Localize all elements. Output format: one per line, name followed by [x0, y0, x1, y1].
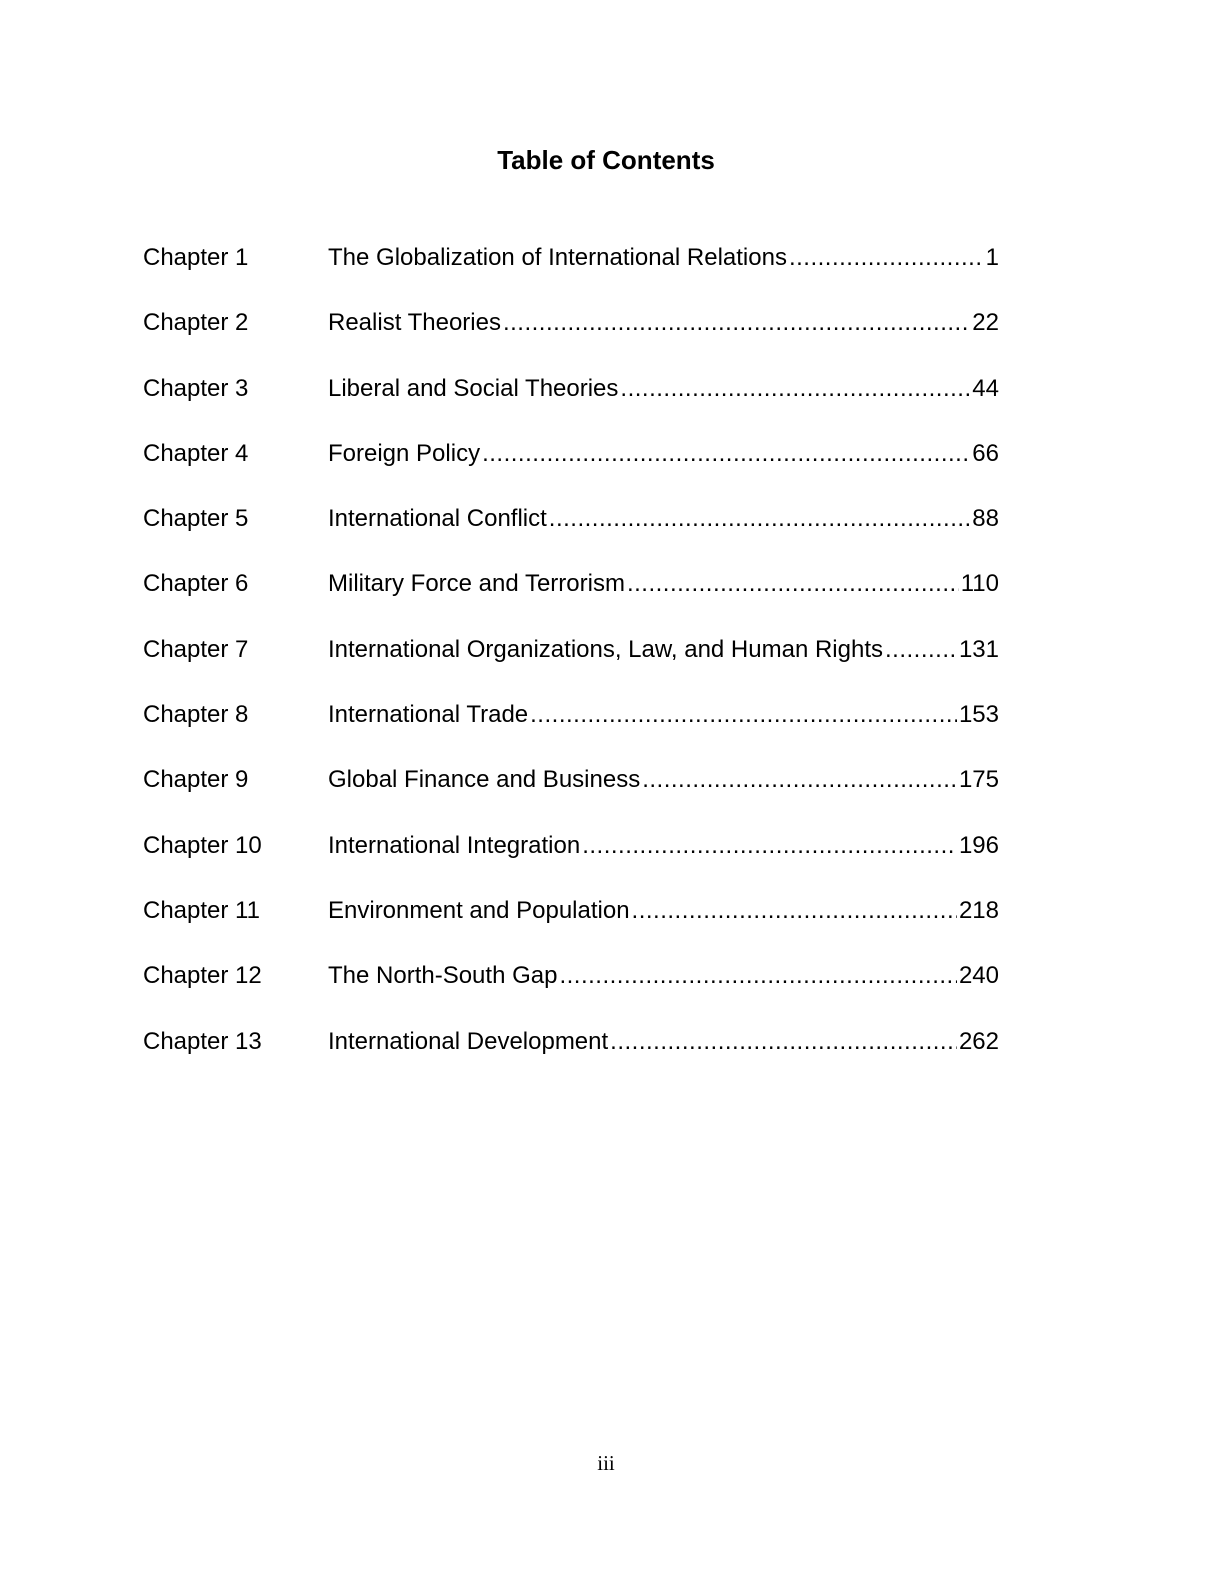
toc-page-number[interactable]: 218 — [958, 896, 999, 924]
toc-entry — [328, 632, 999, 668]
toc-page-number[interactable]: 88 — [972, 505, 999, 533]
toc-entry — [328, 305, 999, 341]
toc-entry-title[interactable]: International Conflict — [328, 505, 547, 533]
toc-page-number[interactable]: 262 — [958, 1027, 999, 1055]
toc-chapter-label: Chapter 11 — [143, 896, 260, 924]
toc-row[interactable] — [143, 305, 999, 370]
toc-chapter-label: Chapter 3 — [143, 374, 249, 402]
toc-row[interactable] — [143, 697, 999, 762]
toc-page-number[interactable]: 44 — [972, 374, 999, 402]
toc-chapter-label: Chapter 2 — [143, 309, 249, 337]
toc-entry — [328, 958, 999, 994]
toc-entry — [328, 501, 999, 537]
dot-leader — [530, 697, 957, 733]
toc-entry — [328, 893, 999, 929]
toc-chapter-label: Chapter 8 — [143, 701, 249, 729]
toc-chapter-label: Chapter 6 — [143, 570, 249, 598]
toc-entry — [328, 240, 999, 276]
toc-list — [143, 240, 999, 1089]
toc-row[interactable] — [143, 566, 999, 631]
toc-row[interactable] — [143, 632, 999, 697]
toc-entry-title[interactable]: The North-South Gap — [328, 962, 558, 990]
toc-entry — [328, 436, 999, 472]
toc-row[interactable] — [143, 828, 999, 893]
dot-leader — [610, 1024, 957, 1060]
toc-entry — [328, 697, 999, 733]
toc-chapter-label: Chapter 10 — [143, 831, 262, 859]
toc-page-number[interactable]: 175 — [958, 766, 999, 794]
toc-entry-title[interactable]: International Organizations, Law, and Human Rights — [328, 635, 883, 663]
dot-leader — [582, 828, 957, 864]
dot-leader — [789, 240, 984, 276]
toc-entry-title[interactable]: Realist Theories — [328, 309, 501, 337]
toc-chapter-label: Chapter 5 — [143, 505, 249, 533]
toc-entry-title[interactable]: Environment and Population — [328, 896, 630, 924]
toc-page-number[interactable]: 110 — [960, 570, 999, 598]
toc-page-number[interactable]: 22 — [972, 309, 999, 337]
toc-row[interactable] — [143, 762, 999, 827]
dot-leader — [503, 305, 970, 341]
page-title: Table of Contents — [497, 145, 715, 175]
toc-entry-title[interactable]: Military Force and Terrorism — [328, 570, 625, 598]
toc-entry-title[interactable]: Global Finance and Business — [328, 766, 641, 794]
toc-page-number[interactable]: 196 — [958, 831, 999, 859]
dot-leader — [559, 958, 957, 994]
toc-entry-title[interactable]: International Development — [328, 1027, 609, 1055]
toc-chapter-label: Chapter 4 — [143, 439, 249, 467]
toc-row[interactable] — [143, 436, 999, 501]
toc-chapter-label: Chapter 9 — [143, 766, 249, 794]
toc-chapter-label: Chapter 1 — [143, 244, 249, 271]
toc-chapter-label: Chapter 12 — [143, 962, 262, 990]
toc-row[interactable] — [143, 1024, 999, 1089]
toc-chapter-label: Chapter 13 — [143, 1027, 262, 1055]
toc-entry-title[interactable]: The Globalization of International Relations — [328, 244, 787, 271]
toc-chapter-label: Chapter 7 — [143, 635, 249, 663]
dot-leader — [482, 436, 970, 472]
dot-leader — [549, 501, 971, 537]
toc-entry — [328, 828, 999, 864]
toc-entry — [328, 371, 999, 407]
toc-entry — [328, 1024, 999, 1060]
toc-entry-title[interactable]: Liberal and Social Theories — [328, 374, 619, 402]
toc-entry-title[interactable]: International Integration — [328, 831, 581, 859]
toc-row[interactable] — [143, 371, 999, 436]
toc-row[interactable] — [143, 501, 999, 566]
toc-page-number[interactable]: 1 — [985, 244, 999, 271]
toc-row[interactable] — [143, 958, 999, 1023]
toc-entry-title[interactable]: Foreign Policy — [328, 439, 481, 467]
page-footer-number: iii — [597, 1451, 615, 1475]
dot-leader — [632, 893, 957, 929]
dot-leader — [627, 566, 959, 602]
toc-entry-title[interactable]: International Trade — [328, 701, 529, 729]
toc-page-number[interactable]: 153 — [958, 701, 999, 729]
toc-page-number[interactable]: 240 — [958, 962, 999, 990]
toc-page-number[interactable]: 66 — [972, 439, 999, 467]
dot-leader — [885, 632, 957, 668]
toc-entry — [328, 566, 999, 602]
toc-entry — [328, 762, 999, 798]
toc-row[interactable] — [143, 893, 999, 958]
toc-page-number[interactable]: 131 — [958, 635, 999, 663]
dot-leader — [620, 371, 970, 407]
toc-row[interactable] — [143, 240, 999, 305]
dot-leader — [642, 762, 957, 798]
